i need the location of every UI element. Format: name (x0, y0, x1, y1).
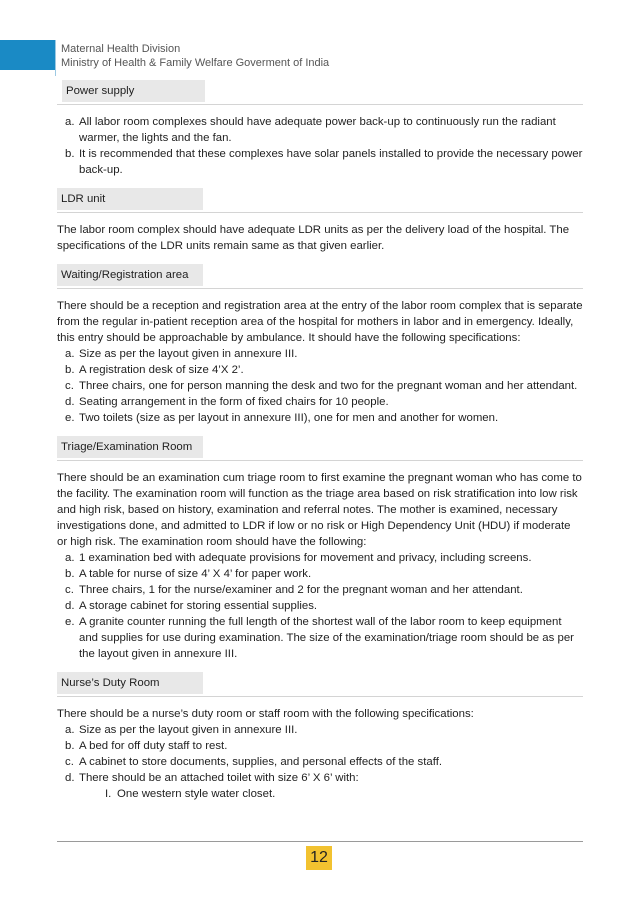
list-item (57, 770, 583, 786)
list-item-text: A storage cabinet for storing essential supplies. (79, 600, 318, 612)
list-item (57, 550, 583, 566)
running-header (61, 42, 329, 70)
list-item-text: Two toilets (size as per layout in annexure III), one for men and another for women. (79, 412, 499, 424)
list-item (57, 114, 583, 146)
list-marker: c. (65, 584, 74, 596)
list-marker: d. (65, 772, 75, 784)
list-item-text: Seating arrangement in the form of fixed chairs for 10 people. (79, 396, 389, 408)
section-title: Waiting/Registration area (57, 264, 203, 286)
header-color-band (0, 40, 55, 70)
list-marker: a. (65, 348, 75, 360)
triage-examination-paragraph: There should be an examination cum triage room to first examine the pregnant woman who has come to the facility. The examination room will function as the triage area based on risk stratification into low risk and high risk, based on history, examination and referral notes. The mother is examined, necessary investigations done, and admitted to LDR if low or no risk or High Dependency Unit (HDU) if moderate or high risk. The examination room should have the following: (57, 472, 582, 548)
nurses-duty-room-list (57, 722, 583, 786)
section-title: LDR unit (57, 188, 203, 210)
section-title: Triage/Examination Room (57, 436, 203, 458)
section-title: Nurse’s Duty Room (57, 672, 203, 694)
list-item (57, 614, 583, 662)
list-item-text: A table for nurse of size 4’ X 4’ for paper work. (79, 568, 312, 580)
list-item-text: Three chairs, one for person manning the desk and two for the pregnant woman and her attendant. (79, 380, 578, 392)
list-item-text: Size as per the layout given in annexure III. (79, 724, 298, 736)
list-item-text: A bed for off duty staff to rest. (79, 740, 228, 752)
list-item-text: A cabinet to store documents, supplies, and personal effects of the staff. (79, 756, 443, 768)
list-item (57, 754, 583, 770)
sub-list-item (57, 786, 583, 802)
waiting-registration-paragraph: There should be a reception and registration area at the entry of the labor room complex that is separate from the regular in-patient reception area of the hospital for mothers in labor and in emergency. Ideally, this entry should be approachable by ambulance. It should have the following specifications: (57, 300, 583, 344)
list-item (57, 146, 583, 178)
list-marker: d. (65, 600, 75, 612)
list-marker: c. (65, 380, 74, 392)
list-marker: e. (65, 412, 75, 424)
footer-rule (57, 841, 583, 842)
section-rule (57, 212, 583, 213)
list-item (57, 410, 583, 426)
section-heading-ldr-unit (57, 188, 583, 213)
list-marker: b. (65, 740, 75, 752)
header-division: Maternal Health Division (61, 43, 181, 55)
waiting-registration-list (57, 346, 583, 426)
header-ministry: Ministry of Health & Family Welfare Goverment of India (61, 57, 330, 69)
list-marker: a. (65, 724, 75, 736)
list-item (57, 566, 583, 582)
section-rule (57, 460, 583, 461)
section-rule (57, 696, 583, 697)
list-item-text: It is recommended that these complexes have solar panels installed to provide the necessary power back-up. (79, 148, 583, 176)
list-marker: d. (65, 396, 75, 408)
nurses-duty-room-sublist (57, 786, 583, 802)
list-marker: I. (105, 788, 112, 800)
list-marker: b. (65, 364, 75, 376)
section-heading-waiting-registration (57, 264, 583, 289)
list-item-text: Size as per the layout given in annexure III. (79, 348, 298, 360)
power-supply-list (57, 114, 583, 178)
list-item-text: All labor room complexes should have adequate power back-up to continuously run the radiant warmer, the lights and the fan. (79, 116, 556, 144)
list-item-text: Three chairs, 1 for the nurse/examiner and 2 for the pregnant woman and her attendant. (79, 584, 523, 596)
list-item (57, 346, 583, 362)
section-rule (57, 288, 583, 289)
list-marker: a. (65, 552, 75, 564)
page-number-badge: 12 (306, 846, 332, 870)
list-item-text: A registration desk of size 4’X 2’. (79, 364, 244, 376)
list-marker: b. (65, 568, 75, 580)
list-item (57, 582, 583, 598)
nurses-duty-room-paragraph: There should be a nurse’s duty room or staff room with the following specifications: (57, 708, 474, 720)
list-marker: a. (65, 116, 75, 128)
section-heading-nurses-duty-room (57, 672, 583, 697)
ldr-unit-paragraph: The labor room complex should have adequate LDR units as per the delivery load of the hospital. The specifications of the LDR units remain same as that given earlier. (57, 224, 570, 252)
list-marker: e. (65, 616, 75, 628)
list-marker: b. (65, 148, 75, 160)
section-heading-power-supply (57, 80, 583, 105)
page-body (57, 80, 583, 802)
list-marker: c. (65, 756, 74, 768)
list-item (57, 738, 583, 754)
list-item (57, 378, 583, 394)
triage-examination-list (57, 550, 583, 662)
list-item-text: 1 examination bed with adequate provisions for movement and privacy, including screens. (79, 552, 532, 564)
list-item-text: One western style water closet. (117, 788, 276, 800)
section-rule (57, 104, 583, 105)
header-divider (55, 40, 56, 76)
list-item (57, 598, 583, 614)
list-item (57, 722, 583, 738)
section-heading-triage-examination (57, 436, 583, 461)
list-item-text: There should be an attached toilet with size 6’ X 6’ with: (79, 772, 359, 784)
section-title: Power supply (62, 80, 205, 102)
list-item (57, 394, 583, 410)
list-item-text: A granite counter running the full length of the shortest wall of the labor room to keep equipment and supplies for use during examination. The size of the examination/triage room should be as per the layout given in annexure III. (79, 616, 574, 660)
list-item (57, 362, 583, 378)
